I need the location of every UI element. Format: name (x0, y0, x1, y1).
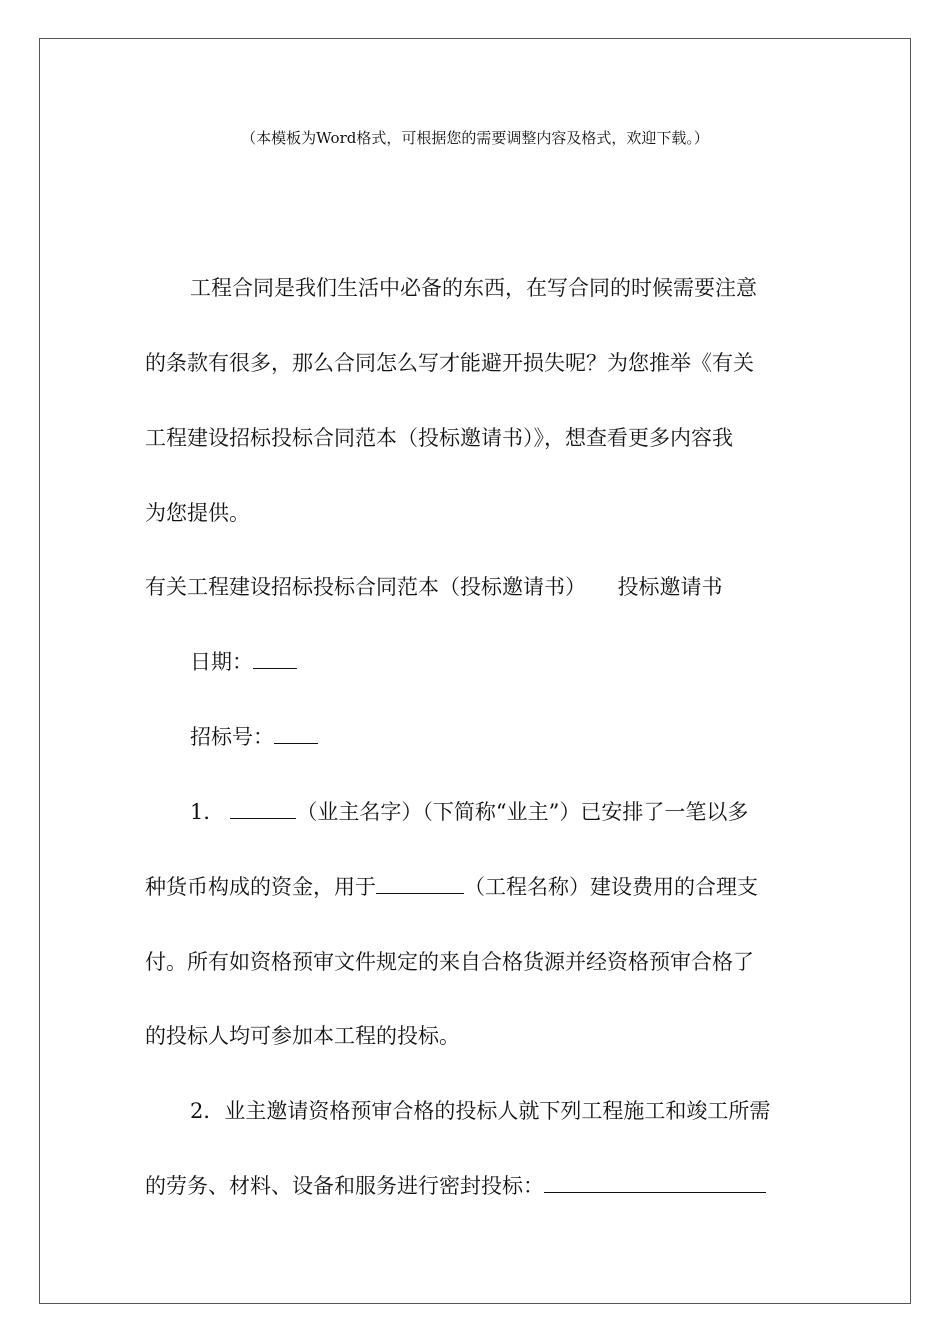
clause-1-text-2b: （工程名称）建设费用的合理支 (464, 875, 758, 899)
intro-line-1: 工程合同是我们生活中必备的东西，在写合同的时候需要注意 (190, 276, 757, 300)
works-description-blank (544, 1174, 766, 1193)
clause-1-text-2a: 种货币构成的资金，用于 (145, 875, 376, 899)
intro-line-2: 的条款有很多，那么合同怎么写才能避开损失呢？为您推举《有关 (145, 351, 754, 375)
owner-name-blank (230, 800, 296, 819)
clause-1-line-3: 付。所有如资格预审文件规定的来自合格货源并经资格预审合格了 (145, 950, 754, 974)
clause-2-text-2: 的劳务、材料、设备和服务进行密封投标： (145, 1174, 544, 1198)
project-name-blank (376, 875, 464, 894)
template-note: （本模板为Word格式，可根据您的需要调整内容及格式，欢迎下载。） (241, 129, 709, 147)
clause-2-line-1: 2．业主邀请资格预审合格的投标人就下列工程施工和竣工所需 (190, 1099, 771, 1123)
clause-1-number: 1． (190, 800, 225, 824)
document-title-line: 有关工程建设招标投标合同范本（投标邀请书） 投标邀请书 (145, 575, 723, 599)
intro-line-4: 为您提供。 (145, 501, 250, 525)
clause-1-text-1: （业主名字）（下简称“业主”）已安排了一笔以多 (296, 800, 749, 824)
clause-1-line-4: 的投标人均可参加本工程的投标。 (145, 1024, 460, 1048)
date-field (190, 648, 297, 676)
intro-line-3: 工程建设招标投标合同范本（投标邀请书）》，想查看更多内容我 (145, 426, 733, 450)
date-label: 日期： (190, 650, 253, 674)
clause-1-line-1 (190, 798, 748, 826)
clause-2-line-2 (145, 1172, 766, 1200)
tender-number-label: 招标号： (190, 725, 274, 749)
tender-number-field (190, 723, 318, 751)
clause-1-line-2 (145, 873, 758, 901)
date-blank (253, 650, 297, 669)
tender-number-blank (274, 725, 318, 744)
